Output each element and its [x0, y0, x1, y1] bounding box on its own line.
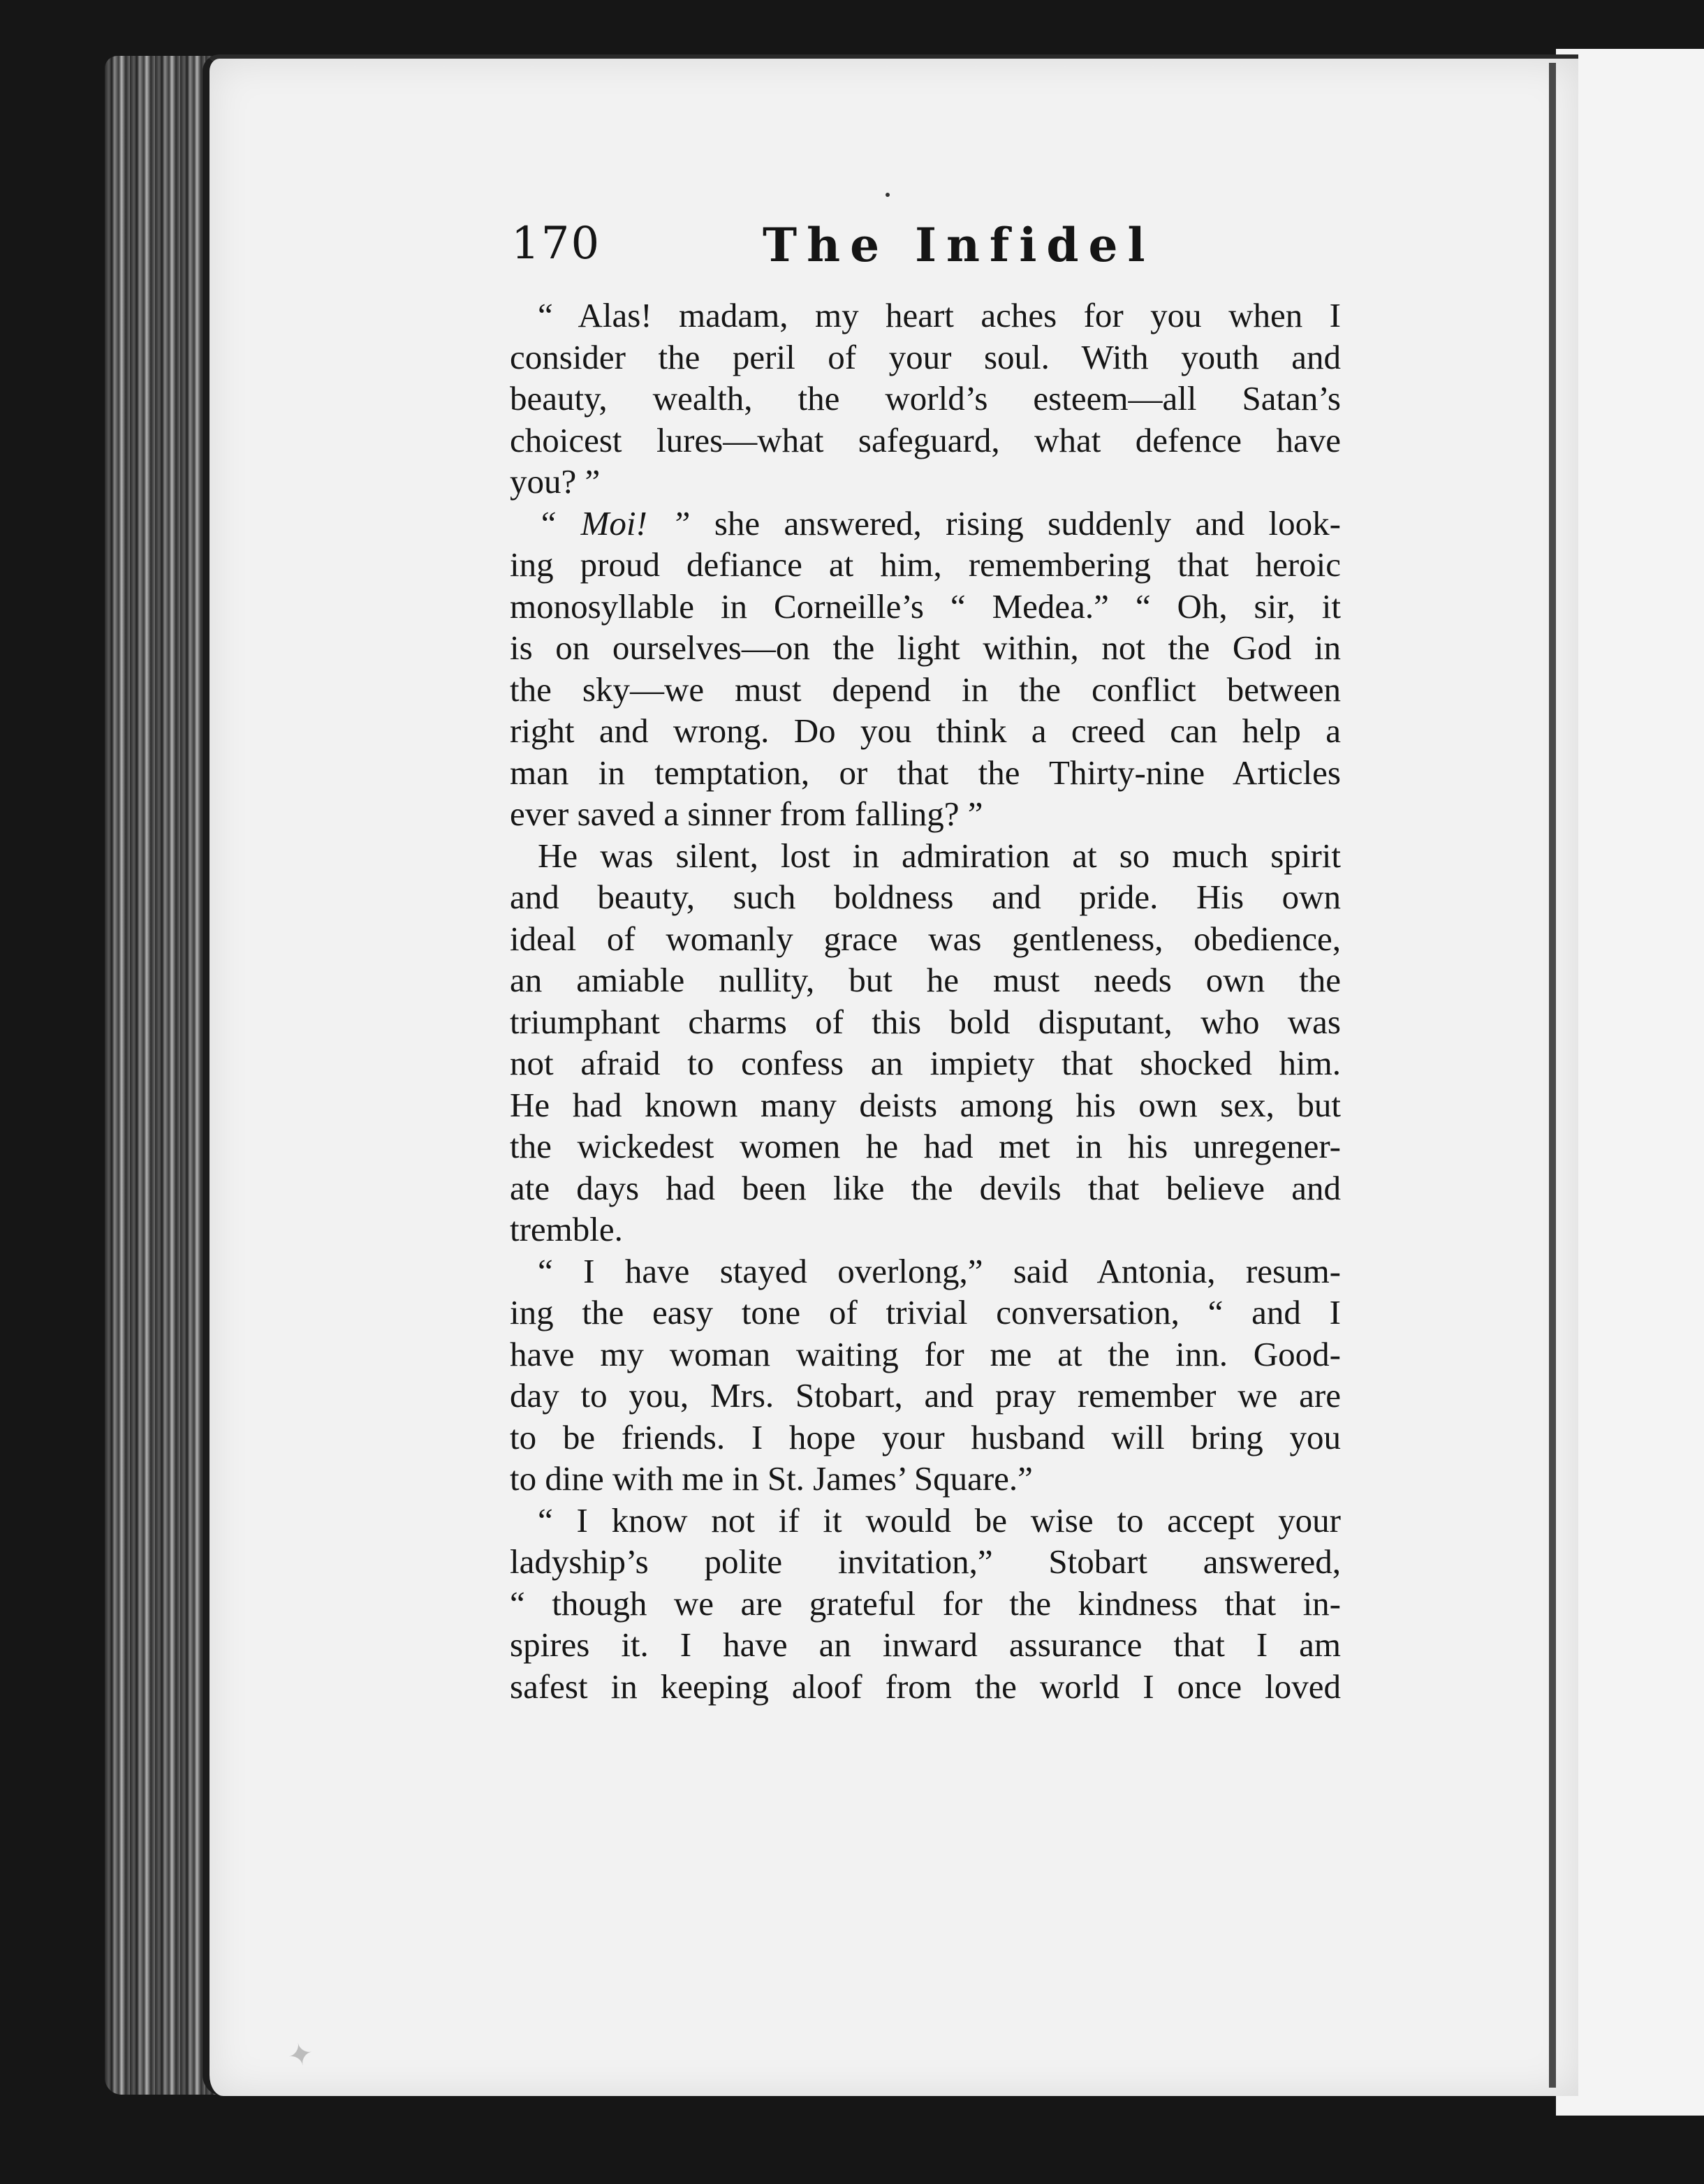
- text-line: the sky—we must depend in the conflict between: [510, 670, 1341, 709]
- text-line: an amiable nullity, but he must needs own the: [510, 961, 1341, 999]
- text-line: ing the easy tone of trivial conversation, “ and I: [510, 1293, 1341, 1331]
- text-line: you? ”: [510, 462, 601, 501]
- book-spine-edges: [105, 56, 216, 2095]
- text-line: have my woman waiting for me at the inn. Good-: [510, 1334, 1341, 1373]
- text-line: spires it. I have an inward assurance that I am: [510, 1625, 1341, 1664]
- text-line: ever saved a sinner from falling? ”: [510, 795, 983, 833]
- text-line: and beauty, such boldness and pride. His own: [510, 878, 1341, 916]
- text-line: safest in keeping aloof from the world I once loved: [510, 1667, 1341, 1706]
- text-line: to dine with me in St. James’ Square.”: [510, 1459, 1033, 1498]
- text-line: ideal of womanly grace was gentleness, obedience,: [510, 919, 1341, 958]
- text-line: choicest lures—what safeguard, what defence have: [510, 420, 1341, 459]
- text-line: day to you, Mrs. Stobart, and pray remember we are: [510, 1376, 1341, 1415]
- text-line: [510, 503, 1341, 545]
- italic-exclamation: “ Moi! ”: [538, 503, 691, 543]
- text-line: He was silent, lost in admiration at so much spirit: [538, 836, 1341, 875]
- text-line: “ Alas! madam, my heart aches for you when I: [538, 296, 1341, 334]
- corner-mark-icon: ✦: [284, 2035, 317, 2076]
- text-line: consider the peril of your soul. With youth and: [510, 337, 1341, 376]
- text-line: not afraid to confess an impiety that shocked him.: [510, 1044, 1341, 1082]
- gutter-shadow: [1549, 63, 1556, 2088]
- text-line: man in temptation, or that the Thirty-nine Articles: [510, 753, 1341, 792]
- text-line: “ I know not if it would be wise to accept your: [538, 1500, 1341, 1540]
- text-line: “ though we are grateful for the kindness that in-: [510, 1584, 1341, 1623]
- text-line: tremble.: [510, 1210, 623, 1248]
- book-title: The Infidel: [763, 218, 1155, 272]
- text-line-rest: she answered, rising suddenly and look-: [690, 503, 1341, 543]
- page-number: 170: [511, 218, 601, 270]
- text-line: ladyship’s polite invitation,” Stobart answered,: [510, 1542, 1341, 1581]
- text-line: the wickedest women he had met in his unregener-: [510, 1127, 1341, 1165]
- text-line: He had known many deists among his own sex, but: [510, 1085, 1341, 1124]
- text-line: ate days had been like the devils that believe and: [510, 1168, 1341, 1207]
- text-line: monosyllable in Corneille’s “ Medea.” “ Oh, sir, it: [510, 586, 1341, 626]
- text-line: “ I have stayed overlong,” said Antonia, resum-: [538, 1251, 1341, 1290]
- text-line: is on ourselves—on the light within, not the God in: [510, 628, 1341, 667]
- text-line: triumphant charms of this bold disputant, who was: [510, 1002, 1341, 1041]
- ink-speck: [886, 193, 890, 197]
- text-line: to be friends. I hope your husband will bring you: [510, 1417, 1341, 1456]
- text-line: beauty, wealth, the world’s esteem—all Satan’s: [510, 379, 1341, 418]
- running-head: [511, 218, 1419, 281]
- text-line: ing proud defiance at him, remembering that heroic: [510, 545, 1341, 584]
- body-text: [510, 295, 1341, 1707]
- text-line: right and wrong. Do you think a creed can help a: [510, 711, 1341, 750]
